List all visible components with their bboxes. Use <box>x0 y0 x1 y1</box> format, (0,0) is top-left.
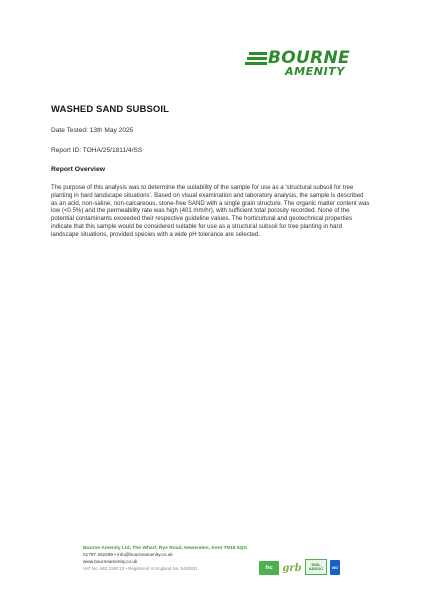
footer-company-address: Bourne Amenity Ltd, The Wharf, Rye Road, Newenden, Kent TN18 5QG <box>83 546 248 551</box>
footer-contact: 01797 252299 • info@bourneamenity.co.uk <box>83 552 173 557</box>
iso-badge-icon: ISO <box>330 560 340 575</box>
logo-stripes-icon <box>245 52 267 65</box>
footer-website: www.bourneamenity.co.uk <box>83 558 138 564</box>
soil-badge-icon: SOIL ASSOC <box>305 559 327 575</box>
section-heading: Report Overview <box>51 166 106 173</box>
grb-badge-icon: grb <box>282 562 302 574</box>
footer-vat: VAT No. 863 1190 22 • Registered in England No. 5453821 <box>83 566 198 571</box>
document-title: WASHED SAND SUBSOIL <box>51 104 170 115</box>
fsc-badge-icon: fsc <box>259 561 279 575</box>
logo-word-bourne: BOURNE <box>268 48 350 68</box>
accreditation-badges <box>259 559 340 575</box>
report-overview-text: The purpose of this analysis was to determine the suitability of the sample for use as a 'structural subsoil for tree planting in hard landscape situations'. Based on visual examination and laboratory analysis, the sample is described as an acid, non-saline, non-calcareous, stone-free SAND with a single grain structure. The organic matter content was low (<0.5%) and the permeability rate was high (401 mm/hr), with sufficient total porosity recorded. None of the potential contaminants exceeded their respective guideline values. The horticultural and geotechnical properties indicate that this sample would be considered suitable for use as a structural subsoil for tree planting in hard landscape situations, provided species with a wide pH tolerance are selected. <box>51 184 370 238</box>
date-tested: Date Tested: 13th May 2025 <box>51 127 134 134</box>
logo-word-amenity: AMENITY <box>285 65 345 78</box>
report-id: Report ID: TOHA/25/1811/4/SS <box>51 147 143 154</box>
bourne-amenity-logo <box>245 50 380 80</box>
